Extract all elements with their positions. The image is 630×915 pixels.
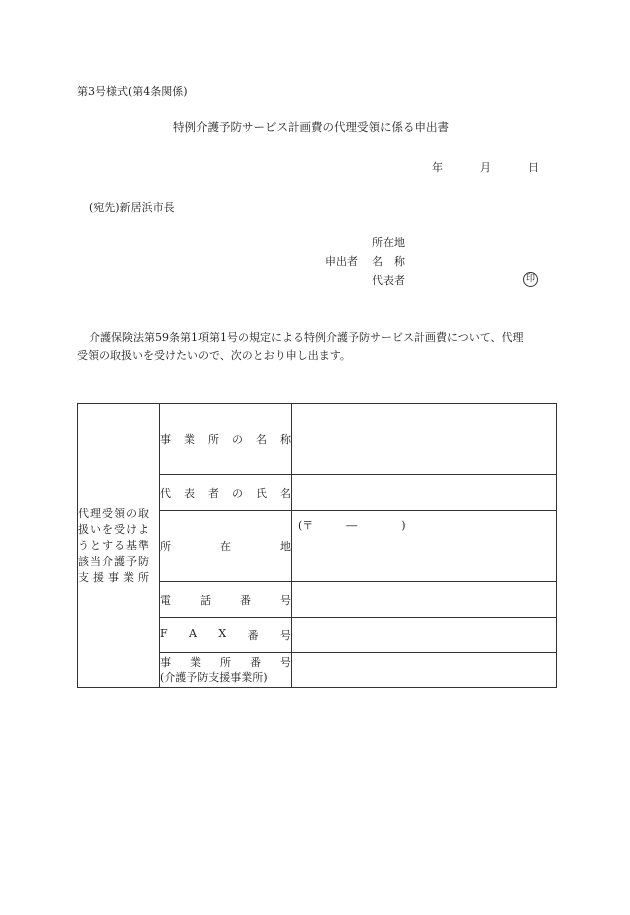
label-text: 事 業 所 の 名 称 <box>160 433 291 446</box>
application-table <box>77 403 557 688</box>
body-text-line2: 受領の取扱いを受けたいので、次のとおり申し出ます。 <box>77 349 351 362</box>
document-title: 特例介護予防サービス計画費の代理受領に係る申出書 <box>173 120 449 134</box>
category-line: 扱いを受けよ <box>78 522 150 536</box>
applicant-location-label: 所在地 <box>372 236 405 249</box>
field-office-name[interactable] <box>292 404 557 475</box>
category-line: 支援事業所 <box>78 570 153 584</box>
field-office-number[interactable] <box>292 653 557 688</box>
label-text: 事 業 所 番 号 <box>160 656 291 669</box>
applicant-representative-label: 代表者 <box>372 274 405 287</box>
field-address[interactable] <box>292 511 557 582</box>
label-text: 所 在 地 <box>160 540 291 553</box>
label-subtext: (介護予防支援事業所) <box>160 671 268 684</box>
form-number: 第3号様式(第4条関係) <box>77 85 188 98</box>
label-text: F A X 番 号 <box>160 627 291 642</box>
label-office-name <box>160 404 292 475</box>
body-text-line1: 介護保険法第59条第1項第1号の規定による特例介護予防サービス計画費について、代理 <box>89 331 524 344</box>
postal-code-placeholder: (〒 ― ) <box>298 519 406 532</box>
date-day: 日 <box>528 161 539 174</box>
field-phone[interactable] <box>292 582 557 618</box>
field-representative-name[interactable] <box>292 475 557 511</box>
addressee: (宛先)新居浜市長 <box>89 201 175 214</box>
label-representative-name <box>160 475 292 511</box>
label-office-number <box>160 653 292 688</box>
label-address <box>160 511 292 582</box>
label-text: 代 表 者 の 氏 名 <box>160 486 291 500</box>
applicant-name-label: 名 称 <box>372 255 405 268</box>
category-line: うとする基準 <box>78 538 150 552</box>
date-year: 年 <box>432 161 443 174</box>
label-phone <box>160 582 292 618</box>
category-line: 該当介護予防 <box>78 554 150 568</box>
label-fax <box>160 618 292 653</box>
category-line: 代理受領の取 <box>78 506 150 520</box>
date-month: 月 <box>480 161 491 174</box>
label-text: 電 話 番 号 <box>160 593 291 607</box>
category-cell <box>78 404 160 688</box>
seal-mark: 印 <box>523 272 538 287</box>
applicant-label: 申出者 <box>325 255 358 268</box>
field-fax[interactable] <box>292 618 557 653</box>
